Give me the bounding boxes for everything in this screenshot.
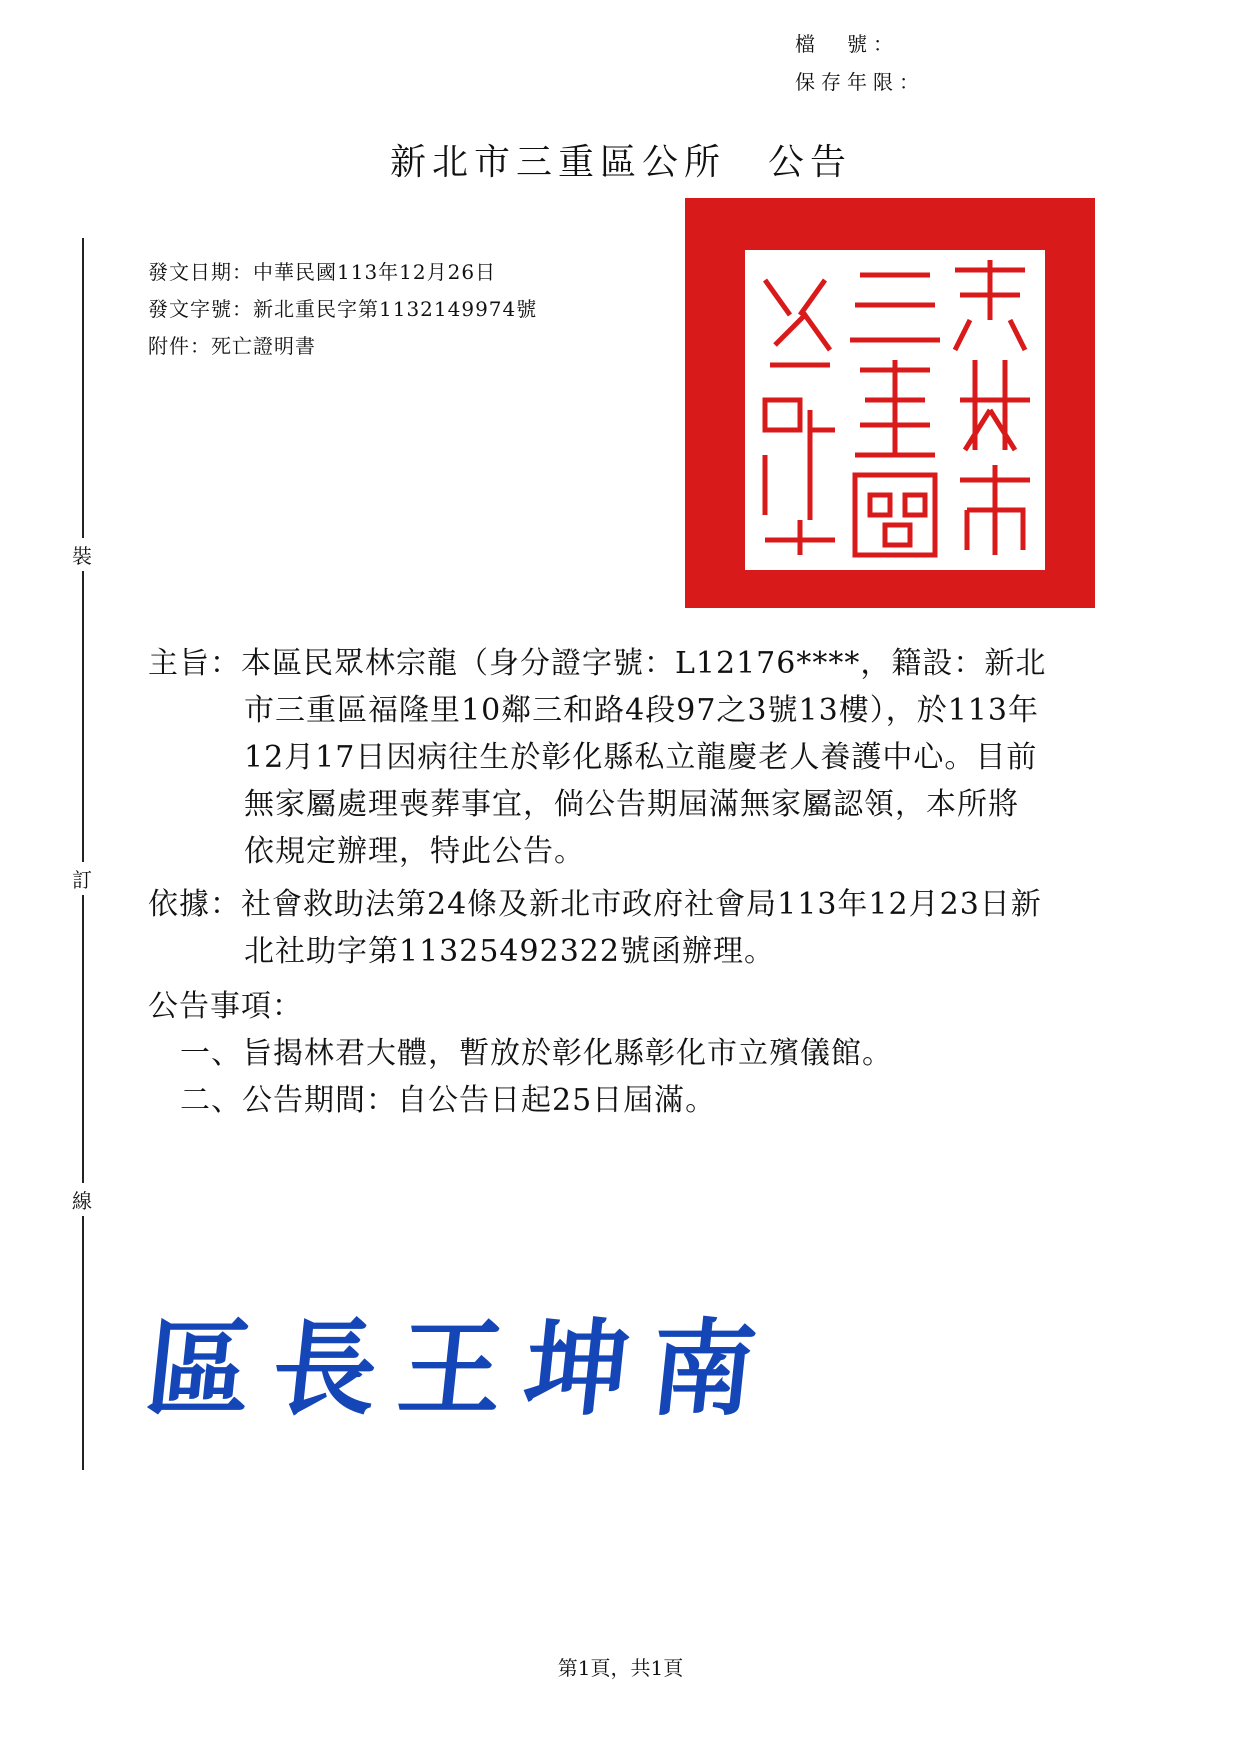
subject-text-line: 市三重區福隆里10鄰三和路4段97之3號13樓），於113年 <box>244 693 1039 728</box>
official-seal <box>685 198 1095 608</box>
binding-mark-zhuang: 裝 <box>72 538 92 571</box>
document-title: 新北市三重區公所 公告 <box>390 142 853 183</box>
subject-line-1 <box>148 640 1088 687</box>
binding-mark-ding: 訂 <box>72 862 92 895</box>
issue-date: 發文日期：中華民國113年12月26日 <box>148 260 497 284</box>
file-number-label: 檔 號： <box>795 32 899 56</box>
subject-label: 主旨： <box>148 646 241 681</box>
seal-inscription <box>745 250 1045 570</box>
announcement-item: 一、旨揭林君大體，暫放於彰化縣彰化市立殯儀館。 <box>180 1036 893 1071</box>
binding-mark-xian: 線 <box>72 1183 92 1216</box>
subject-text-line: 依規定辦理，特此公告。 <box>244 834 585 869</box>
basis-text-line: 北社助字第11325492322號函辦理。 <box>244 934 775 969</box>
basis-section <box>148 881 1088 975</box>
district-chief-signature: 區長王坤南 <box>140 1307 784 1430</box>
basis-label: 依據： <box>148 887 241 922</box>
page-footer: 第1頁，共1頁 <box>557 1656 684 1680</box>
basis-line-1 <box>148 881 1088 928</box>
basis-text-line: 社會救助法第24條及新北市政府社會局113年12月23日新 <box>241 887 1042 922</box>
subject-text-line: 本區民眾林宗龍（身分證字號：L12176****，籍設：新北 <box>241 646 1047 681</box>
subject-text-line: 12月17日因病往生於彰化縣私立龍慶老人養護中心。目前 <box>244 740 1038 775</box>
announcement-items-section <box>148 983 1088 1124</box>
retention-period-label: 保存年限： <box>795 70 925 94</box>
announcement-items-label: 公告事項： <box>148 989 303 1024</box>
attachment: 附件：死亡證明書 <box>148 334 316 358</box>
document-number: 發文字號：新北重民字第1132149974號 <box>148 297 538 321</box>
subject-text-line: 無家屬處理喪葬事宜，倘公告期屆滿無家屬認領，本所將 <box>244 787 1019 822</box>
subject-section <box>148 640 1088 875</box>
announcement-item: 二、公告期間：自公告日起25日屆滿。 <box>180 1083 717 1118</box>
binding-line <box>82 238 84 1470</box>
